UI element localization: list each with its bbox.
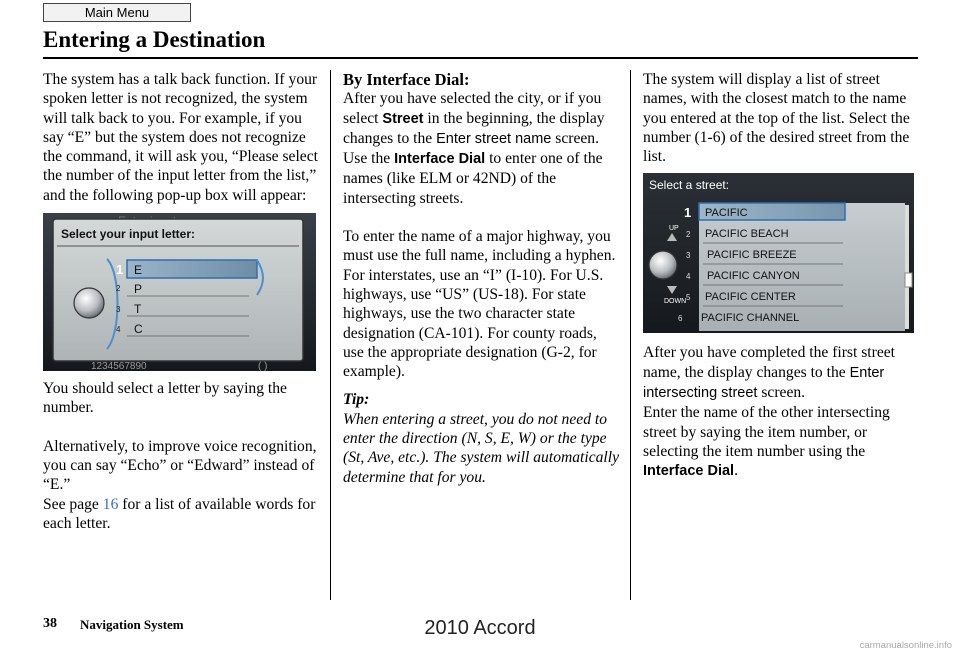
tip-label: Tip: xyxy=(343,391,370,409)
enter-other-street-paragraph: Enter the name of the other intersecting street by saying the item number, or selecting the item number using the Interface Dial. xyxy=(643,404,890,480)
letter-option[interactable]: P xyxy=(134,282,143,297)
item-number: 1 xyxy=(684,205,692,221)
select-letter-paragraph: You should select a letter by saying the number. xyxy=(43,380,287,417)
item-number: 3 xyxy=(686,251,691,261)
popup-title: Select your input letter: xyxy=(61,227,196,242)
alternative-paragraph: Alternatively, to improve voice recognition, you can say “Echo” or “Edward” instead of “E.” xyxy=(43,437,317,494)
street-option[interactable]: PACIFIC BREEZE xyxy=(707,249,797,262)
screen-header: Select a street: xyxy=(649,178,730,193)
interface-dial-icon xyxy=(649,251,677,279)
page-number: 38 xyxy=(43,616,57,631)
highway-paragraph: To enter the name of a major highway, you must use the full name, including a hyphen. For interstates, use an “I” (I-10). For U.S. highways, use “US” (US-18). For state highways, use the two character state designation (CA-101). For county roads, use the appropriate designation (G-2, for example). xyxy=(343,228,616,381)
input-letter-screen-graphic xyxy=(43,213,316,371)
footer-section-title: Navigation System xyxy=(80,617,184,632)
select-street-screenshot xyxy=(643,173,914,333)
item-number: 3 xyxy=(116,305,121,315)
street-option[interactable]: PACIFIC BEACH xyxy=(705,228,789,241)
street-option[interactable]: PACIFIC CANYON xyxy=(707,270,800,283)
tip-text: When entering a street, you do not need to enter the direction (N, S, E, W) or the type (St, Ave, etc.). The system will automatically determine that for you. xyxy=(343,410,620,486)
column-3 xyxy=(643,70,921,482)
down-label: DOWN xyxy=(664,298,687,306)
street-option[interactable]: PACIFIC CENTER xyxy=(705,291,796,304)
interface-dial-subheading: By Interface Dial: xyxy=(343,70,470,89)
input-letter-popup-screenshot xyxy=(43,213,316,371)
street-list-paragraph: The system will display a list of street names, with the closest match to the name you entered at the top of the list. Select the number (1-6) of the desired street from the list. xyxy=(643,71,910,166)
see-page-paragraph: See page 16 for a list of available words for each letter. xyxy=(43,495,316,532)
model-label: 2010 Accord xyxy=(424,617,536,639)
letter-option[interactable]: C xyxy=(134,322,143,337)
page-16-link[interactable]: 16 xyxy=(102,495,119,513)
column-divider xyxy=(330,70,331,600)
item-number: 2 xyxy=(686,230,691,240)
background-symbols: ( ) xyxy=(258,361,268,372)
item-number: 5 xyxy=(686,293,691,303)
select-street-screen-graphic xyxy=(643,173,914,333)
letter-option[interactable]: T xyxy=(134,302,142,317)
title-rule xyxy=(43,57,918,59)
up-label: UP xyxy=(669,225,679,233)
background-number-row: 1234567890 xyxy=(91,361,147,372)
interface-dial-icon xyxy=(74,288,104,318)
letter-option[interactable]: E xyxy=(134,263,143,278)
street-option[interactable]: PACIFIC xyxy=(705,207,748,220)
interface-dial-paragraph: After you have selected the city, or if you select Street in the beginning, the display changes to the Enter street name screen. Use the Interface Dial to enter one of the names (like ELM or 42ND) of the intersecting streets. xyxy=(343,90,605,207)
scrollbar-thumb[interactable] xyxy=(905,273,912,287)
watermark: carmanualsonline.info xyxy=(859,640,952,651)
scrollbar[interactable] xyxy=(905,205,909,329)
street-option[interactable]: PACIFIC CHANNEL xyxy=(701,312,800,325)
item-number: 4 xyxy=(686,272,691,282)
column-divider xyxy=(630,70,631,600)
main-menu-button[interactable]: Main Menu xyxy=(43,3,191,22)
item-number: 1 xyxy=(116,262,124,278)
item-number: 6 xyxy=(678,314,683,324)
column-2 xyxy=(343,70,619,487)
column-1 xyxy=(43,70,321,533)
intersecting-screen-paragraph: After you have completed the first street name, the display changes to the Enter intersecting street screen. xyxy=(643,344,896,402)
item-number: 2 xyxy=(116,284,121,294)
item-number: 4 xyxy=(116,325,121,335)
talkback-paragraph: The system has a talk back function. If your spoken letter is not recognized, the system will talk back to you. For example, if you say “E” but the system does not recognize the command, it will ask you, “Please select the number of the input letter from the list,” and the following pop-up box will appear: xyxy=(43,71,318,204)
page-title: Entering a Destination xyxy=(43,27,266,52)
